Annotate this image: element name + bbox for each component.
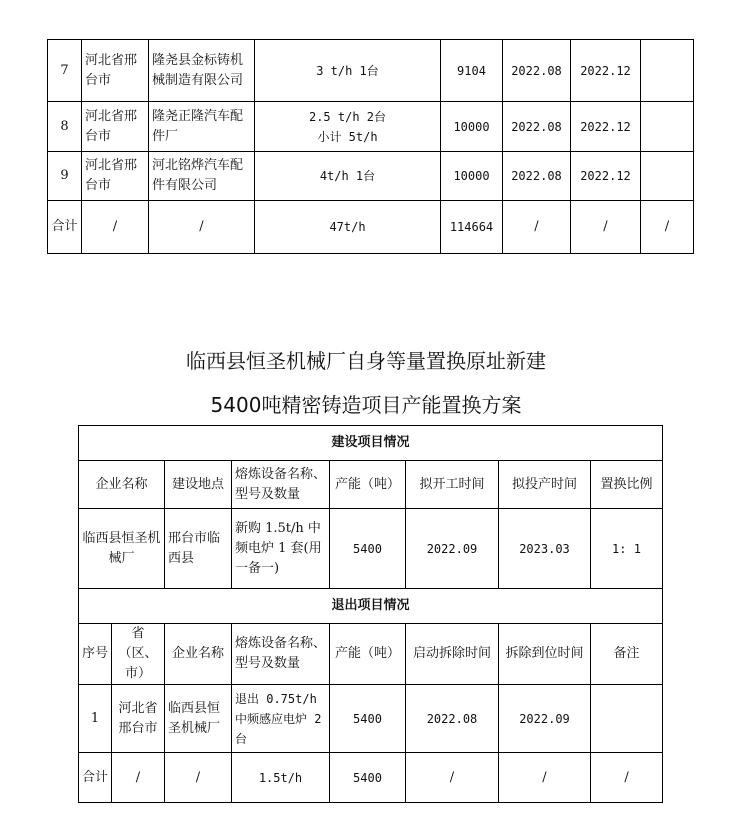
capacity-cell: 9104 <box>441 40 503 102</box>
note-cell <box>641 40 694 102</box>
exit-total-row <box>79 753 663 803</box>
note-cell <box>641 102 694 152</box>
document-title-line1: 临西县恒圣机械厂自身等量置换原址新建 <box>186 349 546 373</box>
build-start: 2022.09 <box>406 509 499 589</box>
build-section-title: 建设项目情况 <box>79 426 663 461</box>
section-header-build <box>79 426 663 461</box>
total-start: / <box>406 753 499 803</box>
replacement-plan-table <box>78 425 663 803</box>
total-note: / <box>641 201 694 254</box>
capacity-cell: 10000 <box>441 152 503 201</box>
exit-section-title: 退出项目情况 <box>79 589 663 624</box>
total-row <box>48 201 694 254</box>
province-cell: 河北省邢台市 <box>82 40 149 102</box>
table-row <box>48 102 694 152</box>
total-label: 合计 <box>79 753 112 803</box>
exit-data-row <box>79 685 663 753</box>
start-cell: 2022.08 <box>503 40 571 102</box>
capacity-cell: 10000 <box>441 102 503 152</box>
total-capacity: 114664 <box>441 201 503 254</box>
build-data-row <box>79 509 663 589</box>
header-company: 企业名称 <box>79 461 165 509</box>
header-demolition-start: 启动拆除时间 <box>406 624 499 685</box>
header-province: 省（区、市） <box>112 624 165 685</box>
company-cell: 隆尧县金标铸机械制造有限公司 <box>149 40 255 102</box>
exit-end: 2022.09 <box>499 685 591 753</box>
header-production: 拟投产时间 <box>499 461 591 509</box>
header-start: 拟开工时间 <box>406 461 499 509</box>
total-equipment: 47t/h <box>255 201 441 254</box>
header-demolition-end: 拆除到位时间 <box>499 624 591 685</box>
total-end: / <box>571 201 641 254</box>
equipment-line: 4t/h 1台 <box>319 169 376 183</box>
build-company: 临西县恒圣机械厂 <box>79 509 165 589</box>
total-capacity: 5400 <box>330 753 406 803</box>
exit-note <box>591 685 663 753</box>
province-cell: 河北省邢台市 <box>82 152 149 201</box>
equipment-line: 2.5 t/h 2台 <box>308 109 387 124</box>
total-equipment: 1.5t/h <box>232 753 330 803</box>
equipment-subtotal: 小计 5t/h <box>317 129 378 144</box>
exit-header-row <box>79 624 663 685</box>
section-header-exit <box>79 589 663 624</box>
header-capacity: 产能（吨） <box>330 461 406 509</box>
equipment-cell <box>255 152 441 201</box>
header-equipment: 熔炼设备名称、型号及数量 <box>232 461 330 509</box>
row-number: 8 <box>48 102 82 152</box>
exit-no: 1 <box>79 685 112 753</box>
build-production: 2023.03 <box>499 509 591 589</box>
total-company: / <box>165 753 232 803</box>
document-title-line2: 5400吨精密铸造项目产能置换方案 <box>210 393 522 417</box>
build-ratio: 1: 1 <box>591 509 663 589</box>
total-note: / <box>591 753 663 803</box>
header-no: 序号 <box>79 624 112 685</box>
equipment-cell <box>255 102 441 152</box>
equipment-cell <box>255 40 441 102</box>
row-number: 9 <box>48 152 82 201</box>
header-location: 建设地点 <box>165 461 232 509</box>
end-cell: 2022.12 <box>571 152 641 201</box>
build-capacity: 5400 <box>330 509 406 589</box>
exit-capacity: 5400 <box>330 685 406 753</box>
province-cell: 河北省邢台市 <box>82 102 149 152</box>
row-number: 7 <box>48 40 82 102</box>
header-company: 企业名称 <box>165 624 232 685</box>
capacity-table-continued <box>47 39 694 254</box>
total-province: / <box>82 201 149 254</box>
start-cell: 2022.08 <box>503 102 571 152</box>
end-cell: 2022.12 <box>571 102 641 152</box>
build-equipment: 新购 1.5t/h 中频电炉 1 套(用一备一) <box>232 509 330 589</box>
header-ratio: 置换比例 <box>591 461 663 509</box>
exit-equipment: 退出 0.75t/h 中频感应电炉 2 台 <box>232 685 330 753</box>
header-note: 备注 <box>591 624 663 685</box>
total-province: / <box>112 753 165 803</box>
exit-start: 2022.08 <box>406 685 499 753</box>
table-row <box>48 40 694 102</box>
company-cell: 河北铭烨汽车配件有限公司 <box>149 152 255 201</box>
end-cell: 2022.12 <box>571 40 641 102</box>
build-location: 邢台市临西县 <box>165 509 232 589</box>
build-header-row <box>79 461 663 509</box>
total-label: 合计 <box>48 201 82 254</box>
note-cell <box>641 152 694 201</box>
exit-province: 河北省邢台市 <box>112 685 165 753</box>
total-start: / <box>503 201 571 254</box>
total-end: / <box>499 753 591 803</box>
header-equipment: 熔炼设备名称、型号及数量 <box>232 624 330 685</box>
start-cell: 2022.08 <box>503 152 571 201</box>
exit-company: 临西县恒圣机械厂 <box>165 685 232 753</box>
table-row <box>48 152 694 201</box>
total-company: / <box>149 201 255 254</box>
equipment-line: 3 t/h 1台 <box>316 63 379 78</box>
header-capacity: 产能（吨） <box>330 624 406 685</box>
company-cell: 隆尧正隆汽车配件厂 <box>149 102 255 152</box>
